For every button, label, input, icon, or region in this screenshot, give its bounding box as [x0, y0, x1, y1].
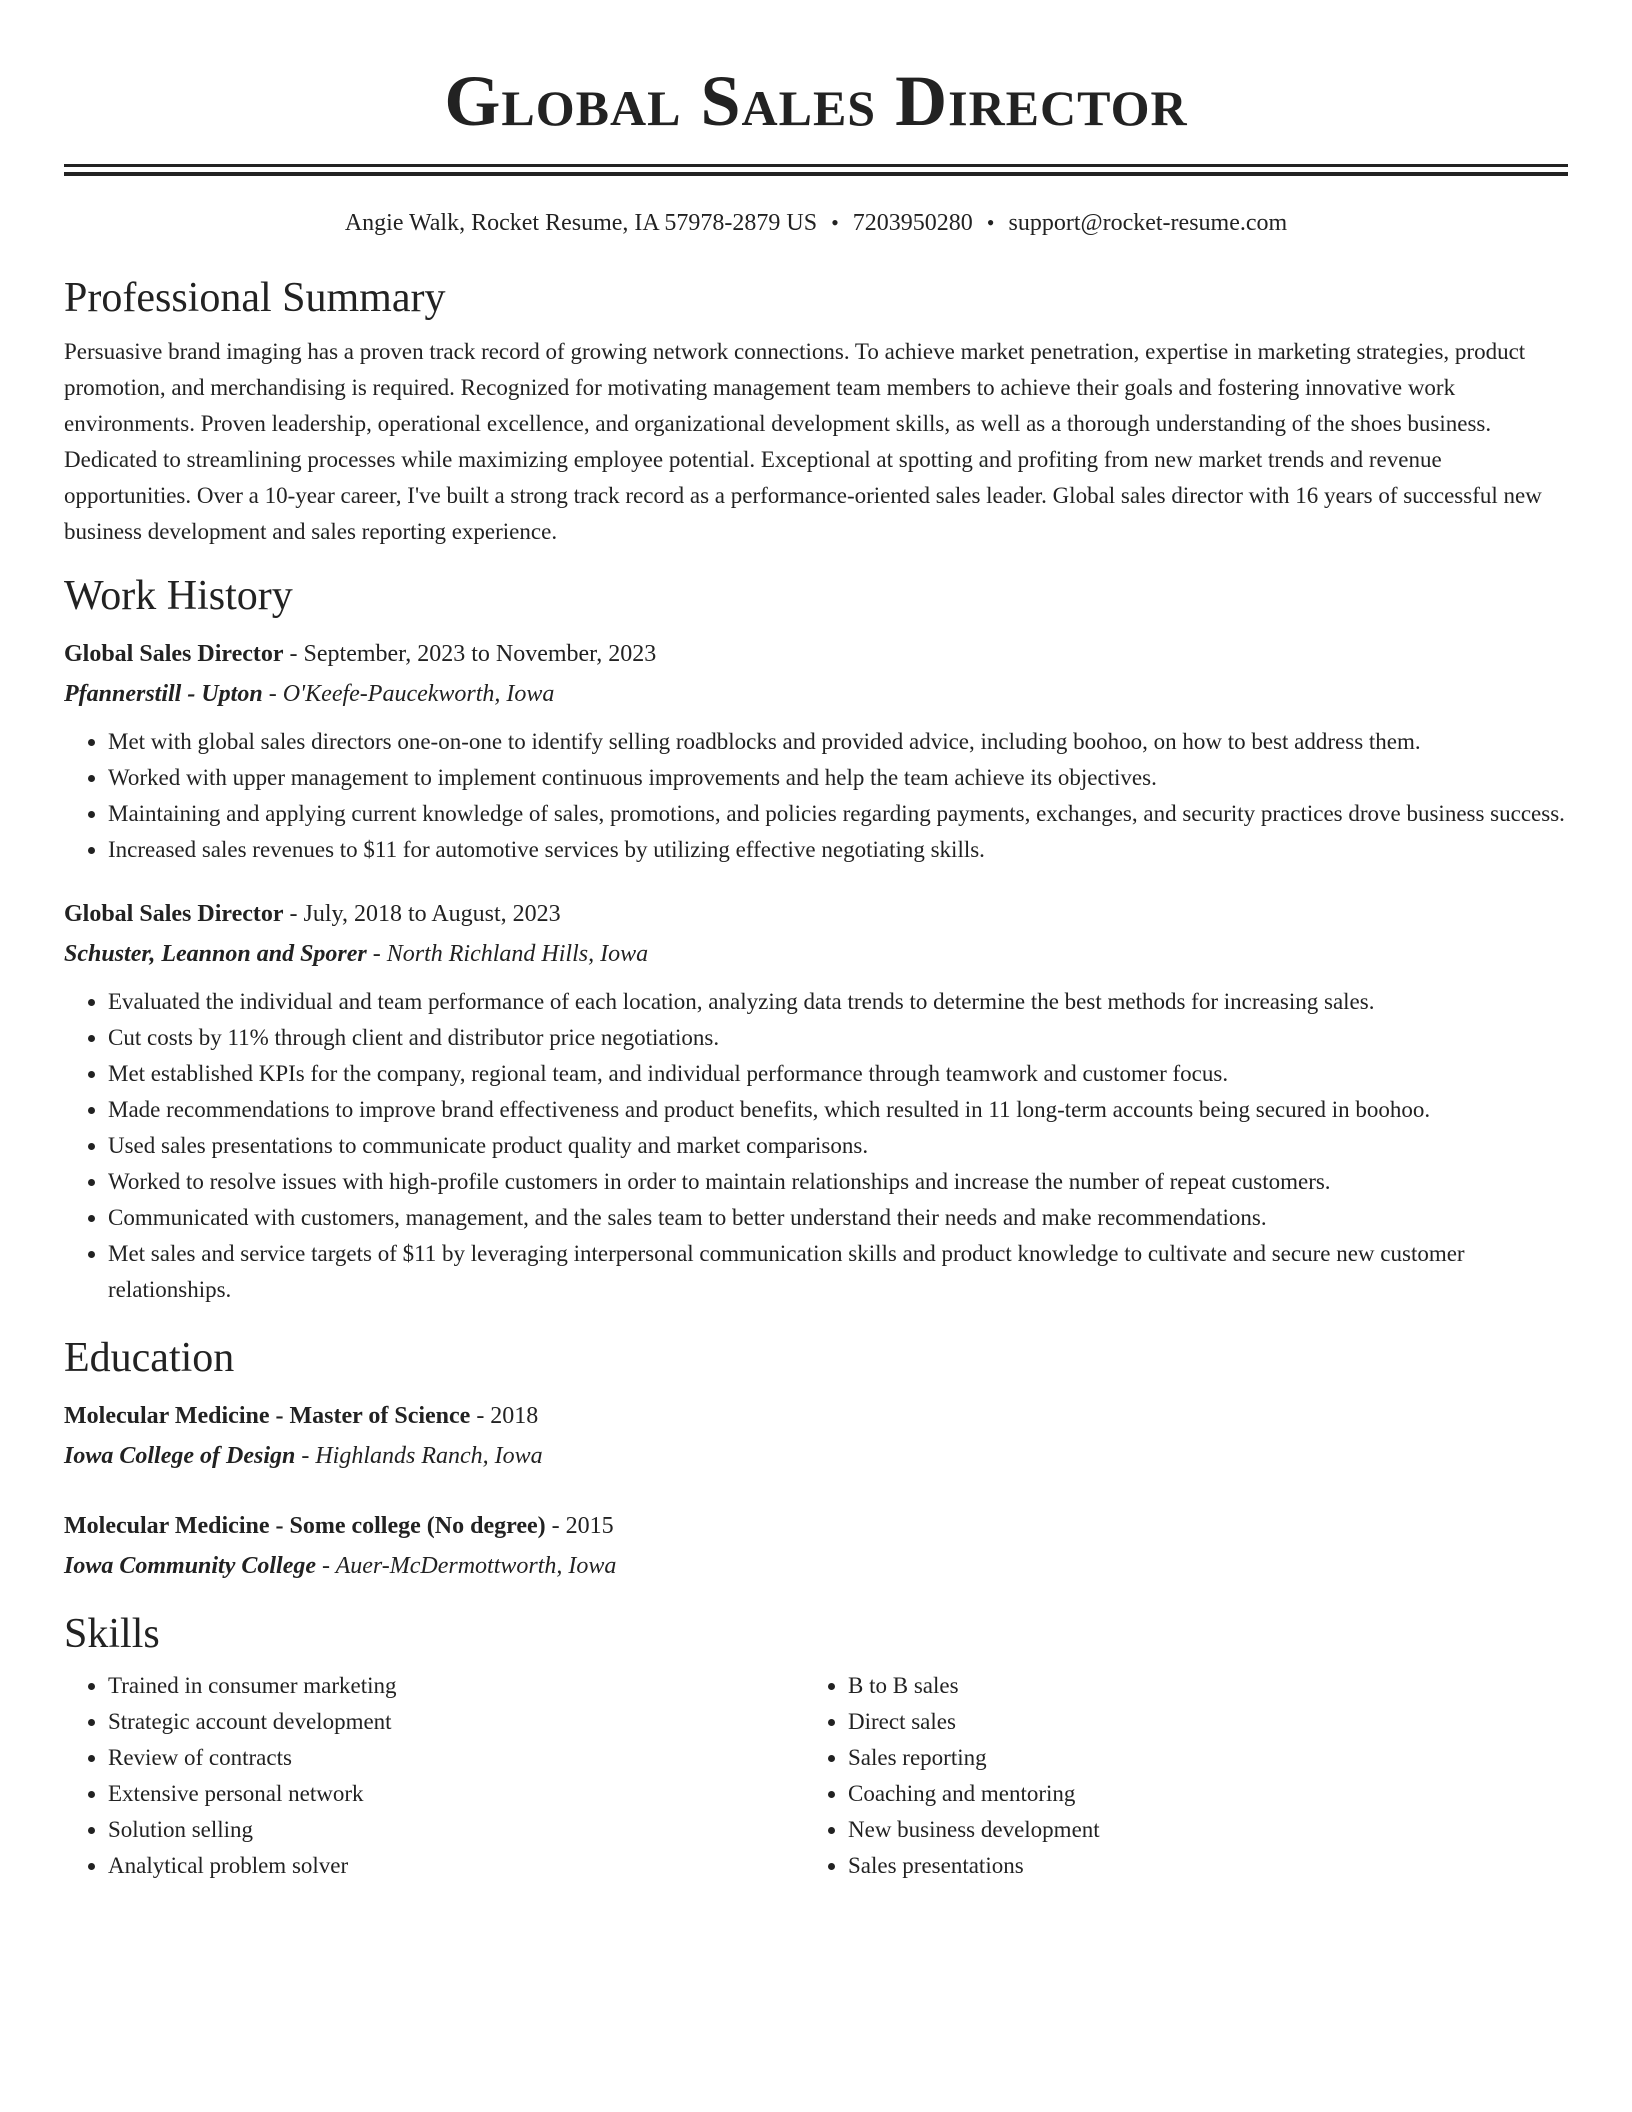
job-title: Global Sales Director [64, 641, 284, 667]
job-company-line [64, 674, 1568, 714]
skill-item: • Coaching and mentoring [848, 1776, 1544, 1812]
job-location: - North Richland Hills, Iowa [366, 941, 649, 967]
job-bullet: • Met with global sales directors one-on-one to identify selling roadblocks and provided advice, including boohoo, on how to best address them. [108, 724, 1568, 760]
education-entry [64, 1396, 1568, 1476]
education-year: - 2015 [545, 1513, 614, 1539]
skill-item: • Strategic account development [108, 1704, 804, 1740]
skills-columns [64, 1668, 1568, 1884]
contact-line [64, 208, 1568, 238]
skill-item: • Direct sales [848, 1704, 1544, 1740]
job-bullet: • Met established KPIs for the company, regional team, and individual performance through teamwork and customer focus. [108, 1056, 1568, 1092]
education-year: - 2018 [470, 1403, 539, 1429]
section-heading-summary: Professional Summary [64, 275, 446, 321]
job-company: Pfannerstill - Upton [64, 681, 263, 707]
education-school: Iowa Community College [64, 1553, 317, 1579]
skill-item: • Extensive personal network [108, 1776, 804, 1812]
education-location: - Highlands Ranch, Iowa [295, 1443, 543, 1469]
skill-item: • Trained in consumer marketing [108, 1668, 804, 1704]
education-degree-line [64, 1396, 1568, 1436]
contact-phone: 7203950280 [852, 210, 973, 236]
education-degree: Molecular Medicine - Master of Science [64, 1403, 471, 1429]
job-bullet: • Evaluated the individual and team performance of each location, analyzing data trends to determine the best methods for increasing sales. [108, 984, 1568, 1020]
skill-item: • Solution selling [108, 1812, 804, 1848]
job-dates: - July, 2018 to August, 2023 [283, 901, 561, 927]
job-bullet: • Increased sales revenues to $11 for automotive services by utilizing effective negotiating skills. [108, 832, 1568, 868]
job-bullet: • Worked with upper management to implement continuous improvements and help the team achieve its objectives. [108, 760, 1568, 796]
job-bullet-list [64, 984, 1568, 1308]
job-bullet: • Cut costs by 11% through client and distributor price negotiations. [108, 1020, 1568, 1056]
section-heading-education: Education [64, 1335, 235, 1381]
bullet-separator: • [986, 210, 995, 235]
skill-item: • Sales reporting [848, 1740, 1544, 1776]
contact-email: support@rocket-resume.com [1008, 210, 1288, 236]
resume-title: Global Sales Director [444, 61, 1188, 141]
section-heading-work-history: Work History [64, 573, 293, 619]
job-title: Global Sales Director [64, 901, 284, 927]
job-bullet: • Communicated with customers, management, and the sales team to better understand their needs and make recommendations. [108, 1200, 1568, 1236]
education-entry [64, 1506, 1568, 1586]
bullet-separator: • [831, 210, 839, 235]
education-degree-line [64, 1506, 1568, 1546]
skill-item: • Analytical problem solver [108, 1848, 804, 1884]
education-school: Iowa College of Design [64, 1443, 296, 1469]
job-title-line [64, 634, 1568, 674]
job-title-line [64, 894, 1568, 934]
skill-item: • B to B sales [848, 1668, 1544, 1704]
skill-item: • Sales presentations [848, 1848, 1544, 1884]
contact-address: Angie Walk, Rocket Resume, IA 57978-2879 US [344, 210, 818, 236]
education-school-line [64, 1546, 1568, 1586]
header-rule-top [64, 164, 1568, 167]
education-degree: Molecular Medicine - Some college (No degree) [64, 1513, 546, 1539]
job-company: Schuster, Leannon and Sporer [64, 941, 367, 967]
skill-item: • Review of contracts [108, 1740, 804, 1776]
education-school-line [64, 1436, 1568, 1476]
header-rule-bottom [64, 172, 1568, 176]
job-bullet-list [64, 724, 1568, 868]
job-bullet: • Worked to resolve issues with high-profile customers in order to maintain relationships and increase the number of repeat customers. [108, 1164, 1568, 1200]
job-location: - O'Keefe-Paucekworth, Iowa [262, 681, 555, 707]
job-dates: - September, 2023 to November, 2023 [283, 641, 657, 667]
job-bullet: • Met sales and service targets of $11 by leveraging interpersonal communication skills and product knowledge to cultivate and secure new customer relationships. [108, 1236, 1568, 1308]
job-entry [64, 894, 1568, 1308]
job-entry [64, 634, 1568, 868]
section-heading-skills: Skills [64, 1611, 160, 1657]
job-bullet: • Used sales presentations to communicate product quality and market comparisons. [108, 1128, 1568, 1164]
skills-list-right [804, 1668, 1544, 1884]
job-bullet: • Made recommendations to improve brand effectiveness and product benefits, which resulted in 11 long-term accounts being secured in boohoo. [108, 1092, 1568, 1128]
summary-text: Persuasive brand imaging has a proven track record of growing network connections. To achieve market penetration, expertise in marketing strategies, product promotion, and merchandising is required. Recognized for motivating management team members to achieve their goals and fostering innovative work environments. Proven leadership, operational excellence, and organizational development skills, as well as a thorough understanding of the shoes business. Dedicated to streamlining processes while maximizing employee potential. Exceptional at spotting and profiting from new market trends and revenue opportunities. Over a 10-year career, I've built a strong track record as a performance-oriented sales leader. Global sales director with 16 years of successful new business development and sales reporting experience. [64, 339, 1542, 544]
job-bullet: • Maintaining and applying current knowledge of sales, promotions, and policies regarding payments, exchanges, and security practices drove business success. [108, 796, 1568, 832]
education-location: - Auer-McDermottworth, Iowa [316, 1553, 617, 1579]
skill-item: • New business development [848, 1812, 1544, 1848]
job-company-line [64, 934, 1568, 974]
skills-list-left [64, 1668, 804, 1884]
